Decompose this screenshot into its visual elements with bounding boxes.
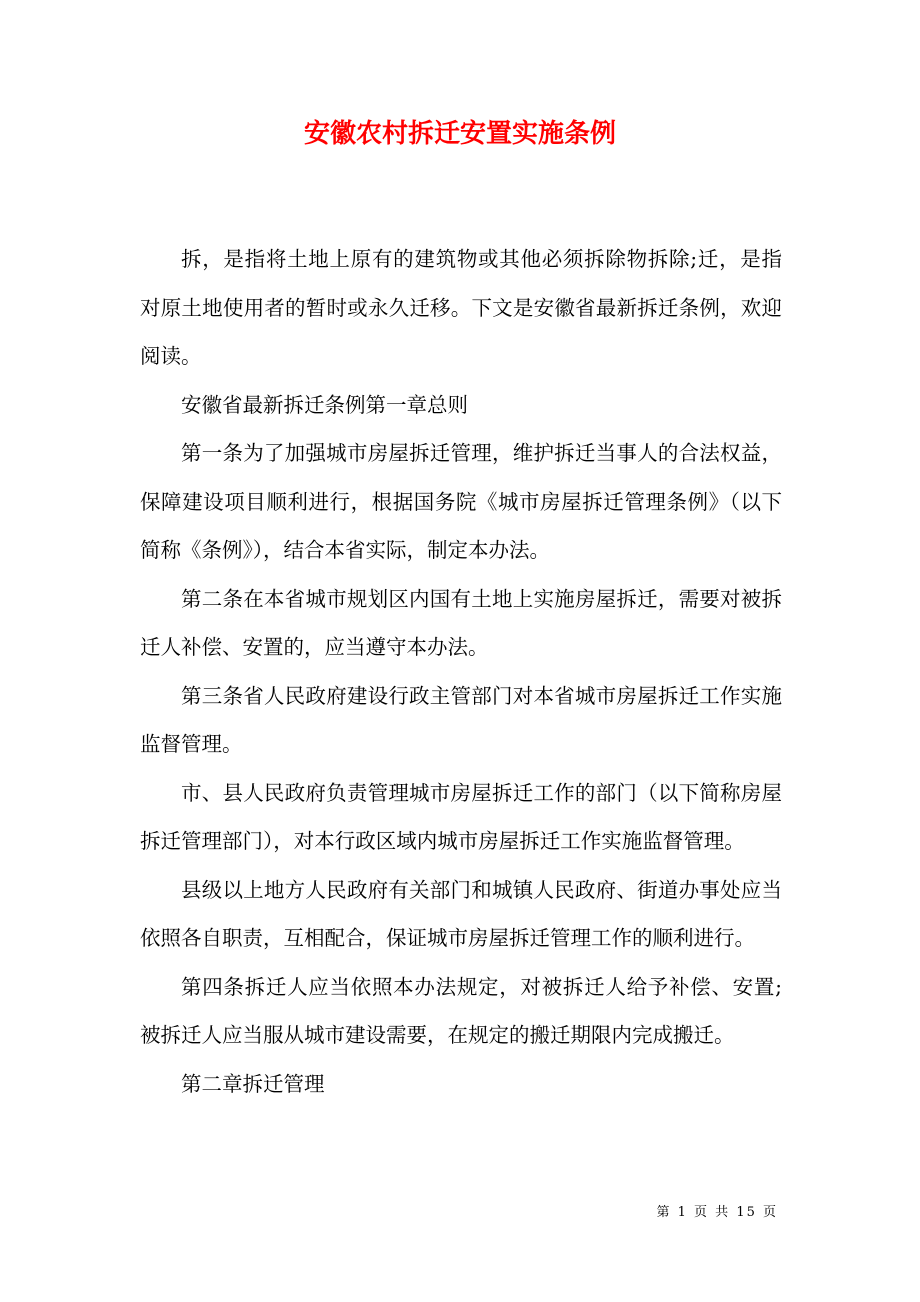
paragraph-chapter-2-heading: 第二章拆迁管理 <box>181 1071 325 1096</box>
paragraph-article-3: 第三条省人民政府建设行政主管部门对本省城市房屋拆迁工作实施监督管理。 <box>140 683 782 756</box>
paragraph-chapter-1-heading: 安徽省最新拆迁条例第一章总则 <box>181 392 468 417</box>
paragraph-article-3-clause-2: 市、县人民政府负责管理城市房屋拆迁工作的部门（以下简称房屋拆迁管理部门），对本行政区域内城市房屋拆迁工作实施监督管理。 <box>140 780 782 853</box>
paragraph-article-1: 第一条为了加强城市房屋拆迁管理，维护拆迁当事人的合法权益，保障建设项目顺利进行，根据国务院《城市房屋拆迁管理条例》（以下简称《条例》），结合本省实际，制定本办法。 <box>140 441 782 562</box>
paragraph-article-4: 第四条拆迁人应当依照本办法规定，对被拆迁人给予补偿、安置;被拆迁人应当服从城市建设需要，在规定的搬迁期限内完成搬迁。 <box>140 974 782 1047</box>
document-title: 安徽农村拆迁安置实施条例 <box>303 119 616 149</box>
paragraph-intro: 拆，是指将土地上原有的建筑物或其他必须拆除物拆除;迁，是指对原土地使用者的暂时或永久迁移。下文是安徽省最新拆迁条例，欢迎阅读。 <box>140 247 782 368</box>
page-number-footer: 第 1 页 共 15 页 <box>656 1205 778 1220</box>
document-body <box>140 235 782 1108</box>
paragraph-article-3-clause-3: 县级以上地方人民政府有关部门和城镇人民政府、街道办事处应当依照各自职责，互相配合，保证城市房屋拆迁管理工作的顺利进行。 <box>140 877 782 950</box>
paragraph-article-2: 第二条在本省城市规划区内国有土地上实施房屋拆迁，需要对被拆迁人补偿、安置的，应当遵守本办法。 <box>140 586 782 659</box>
